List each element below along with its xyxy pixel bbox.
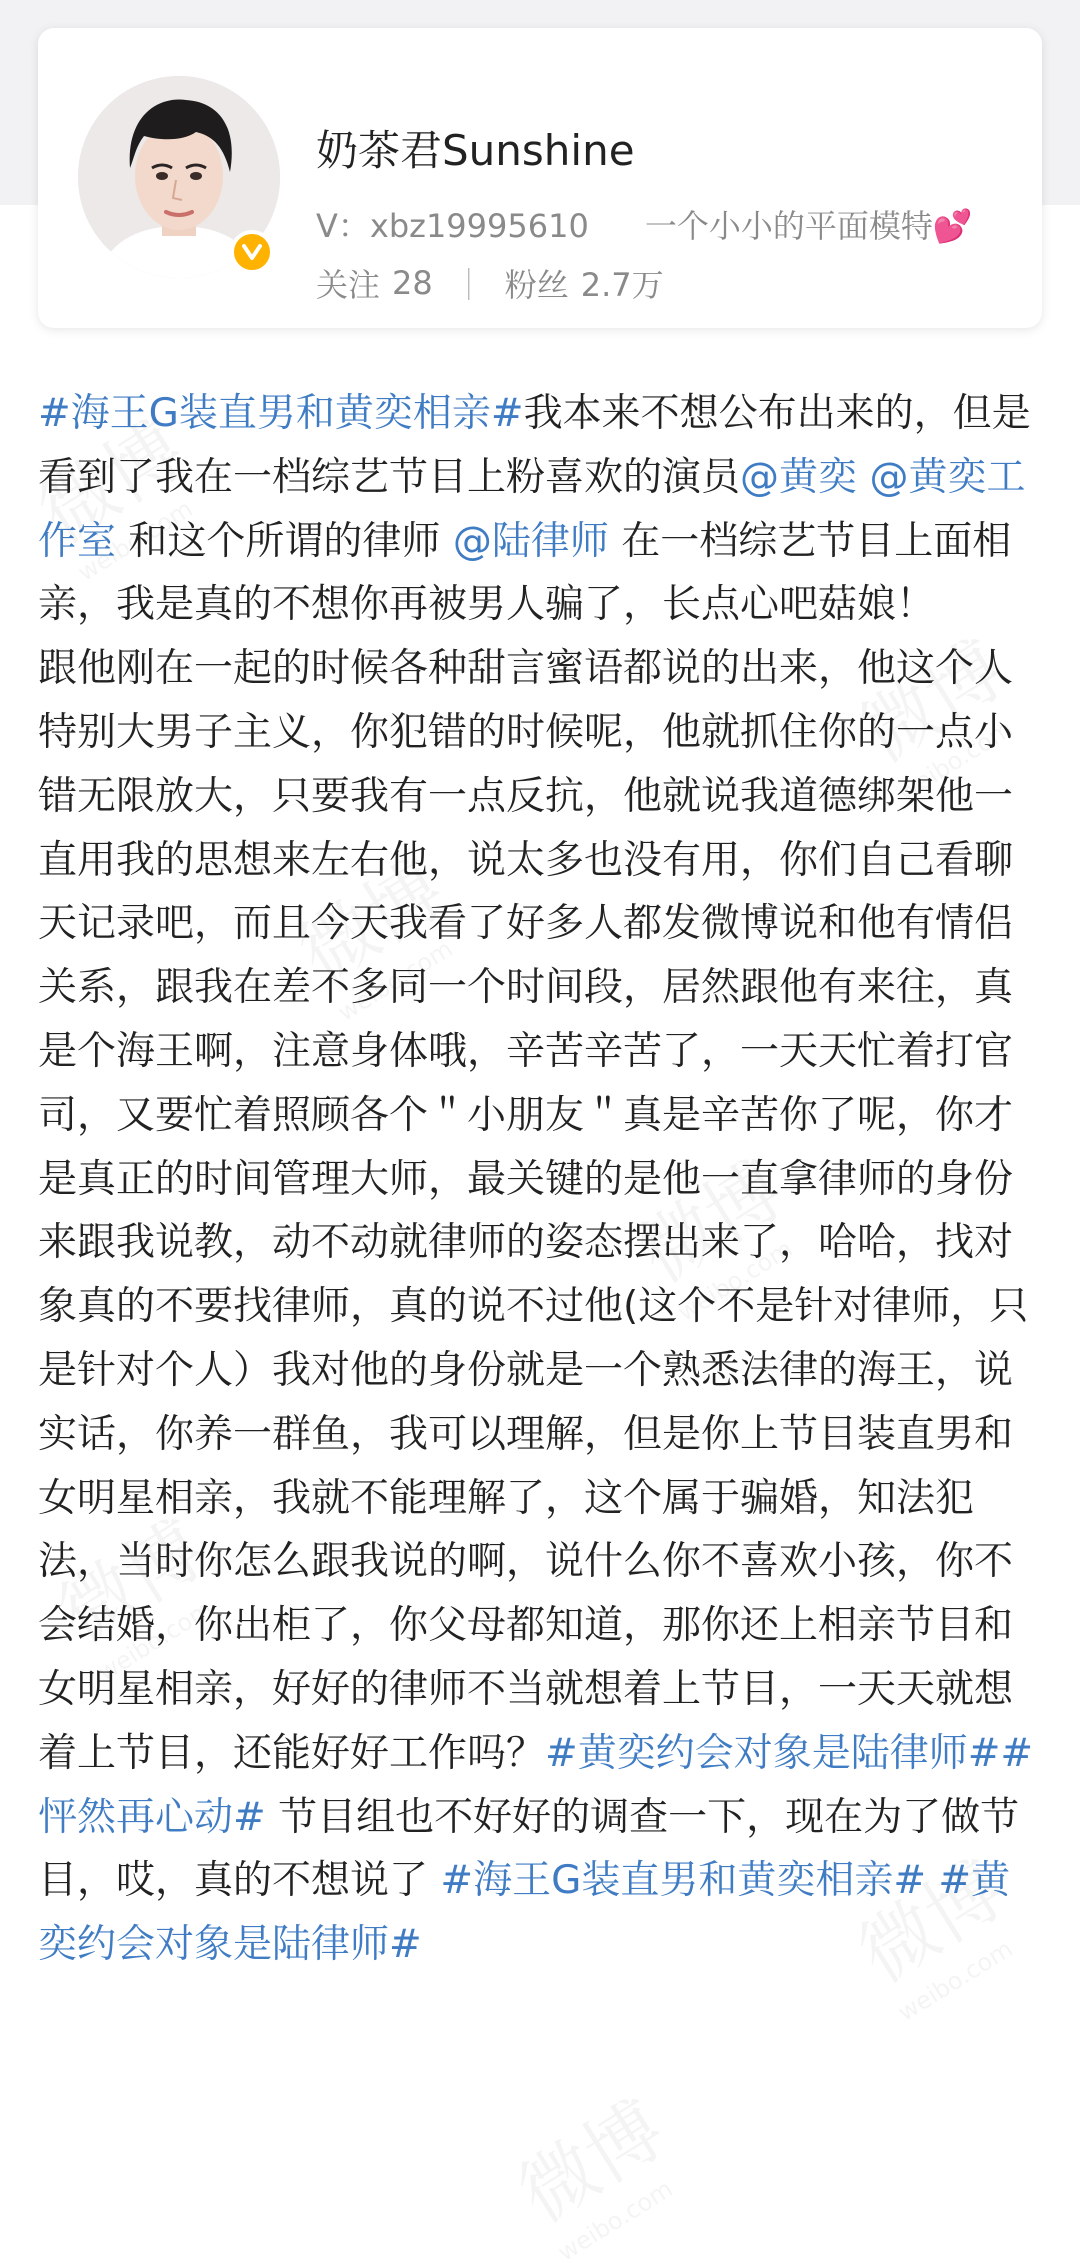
- check-icon: [241, 243, 263, 261]
- mention-link[interactable]: @黄奕: [740, 454, 858, 500]
- username[interactable]: 奶茶君Sunshine: [316, 126, 635, 175]
- stats-separator: ｜: [452, 266, 485, 304]
- followers-count[interactable]: 2.7万: [580, 266, 664, 304]
- mention-link[interactable]: @陆律师: [452, 518, 609, 564]
- verified-badge-icon: [230, 230, 274, 274]
- post-text: 在一档综艺节目上面相亲，我是真的不想你再被男人骗了，长点心吧菇娘！: [38, 518, 1012, 628]
- hashtag-link[interactable]: #怦然再心动#: [38, 1730, 1034, 1840]
- post-text: 跟他刚在一起的时候各种甜言蜜语都说的出来，他这个人特别大男子主义，你犯错的时候呢，他就抓住你的一点小错无限放大，只要我有一点反抗，他就说我道德绑架他一直用我的思想来左右他，说太多也没有用，你们自己看聊天记录吧，而且今天我看了好多人都发微博说和他有情侣关系，跟我在差不多同一个时间段，居然跟他有来往，真是个海王啊，注意身体哦，辛苦辛苦了，一天天忙着打官司，又要忙着照顾各个＂小朋友＂真是辛苦你了呢，你才是真正的时间管理大师，最关键的是他一直拿律师的身份来跟我说教，动不动就律师的姿态摆出来了，哈哈，找对象真的不要找律师，真的说不过他(这个不是针对律师，只是针对个人）我对他的身份就是一个熟悉法律的海王，说实话，你养一群鱼，我可以理解，但是你上节目装直男和女明星相亲，我就不能理解了，这个属于骗婚，知法犯法，当时你怎么跟我说的啊，说什么你不喜欢小孩，你不会结婚，你出柜了，你父母都知道，那你还上相亲节目和女明星相亲，好好的律师不当就想着上节目，一天天就想着上节目，还能好好工作吗？: [38, 646, 1029, 1776]
- mention-link[interactable]: @黄奕工作室: [38, 454, 1026, 564]
- hashtag-link[interactable]: #海王G装直男和黄奕相亲#: [440, 1858, 926, 1904]
- post-text: 和这个所谓的律师: [128, 518, 441, 564]
- post-paragraph: [38, 637, 1048, 1977]
- profile-card[interactable]: [38, 28, 1042, 328]
- bio-text: 一个小小的平面模特💕: [644, 207, 973, 245]
- following-count[interactable]: 28: [392, 264, 433, 302]
- following-label[interactable]: 关注: [316, 266, 381, 304]
- followers-label[interactable]: 粉丝: [504, 266, 569, 304]
- post-text: 我本来不想公布出来的，但是看到了我在一档综艺节目上粉喜欢的演员: [38, 391, 1031, 500]
- post-paragraph: [38, 382, 1048, 637]
- post-body: [38, 382, 1048, 1977]
- v-id-text: V：xbz19995610: [316, 207, 589, 245]
- hashtag-link[interactable]: #黄奕约会对象是陆律师#: [545, 1730, 1001, 1776]
- watermark: [495, 2070, 697, 2267]
- hashtag-link[interactable]: #黄奕约会对象是陆律师#: [38, 1858, 1011, 1968]
- profile-bio-line: [316, 201, 973, 247]
- hashtag-link[interactable]: #海王G装直男和黄奕相亲#: [38, 391, 524, 436]
- profile-stats: [316, 260, 664, 306]
- post-text: 节目组也不好好的调查一下，现在为了做节目，哎，真的不想说了: [38, 1794, 1020, 1904]
